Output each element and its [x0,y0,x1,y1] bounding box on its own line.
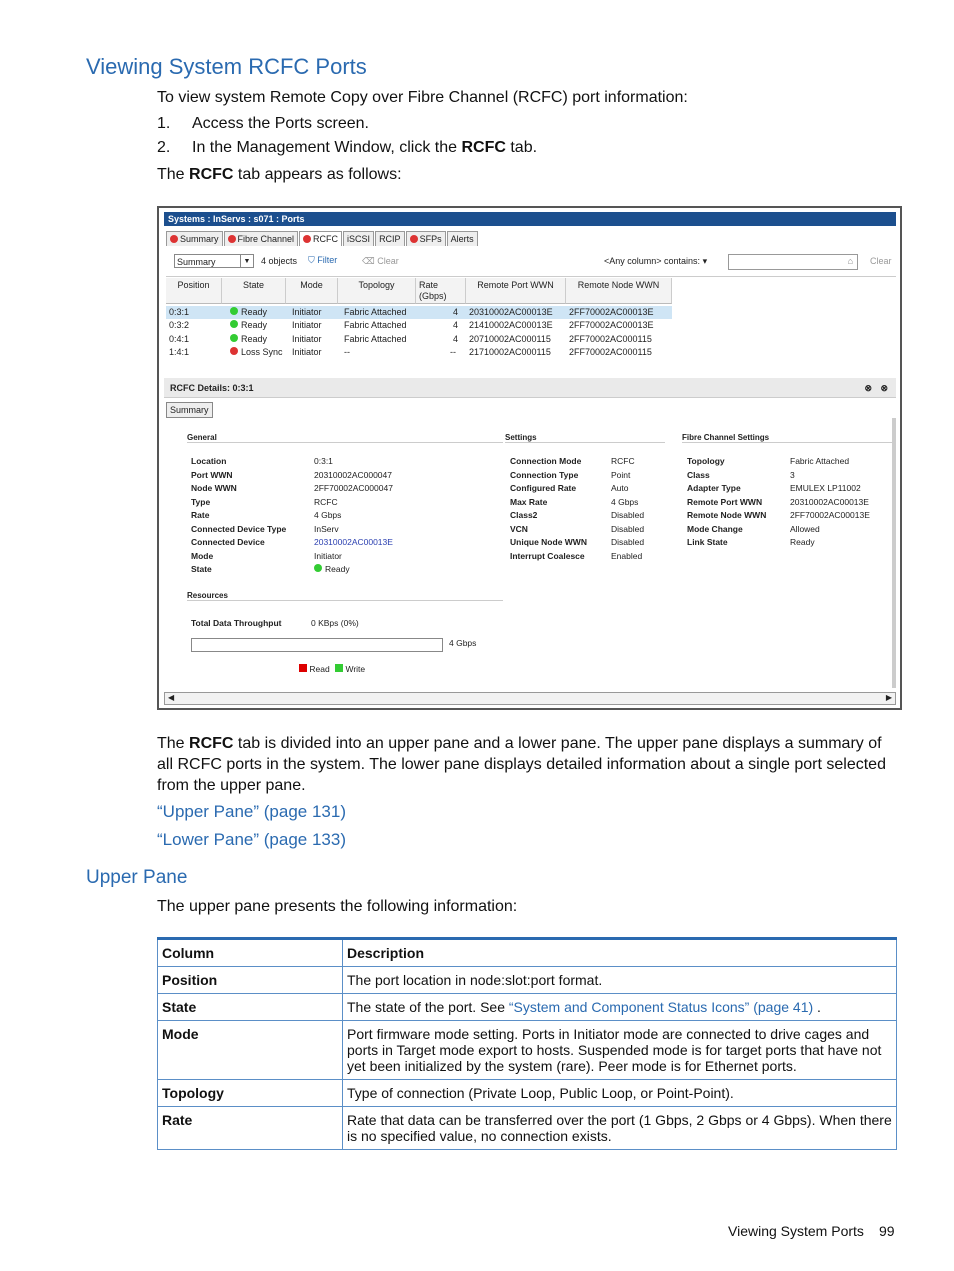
fc-labels: Topology Class Adapter Type Remote Port WWN Remote Node WWN Mode Change Link State [687,456,767,547]
throughput-label: Total Data Throughput [191,618,282,628]
header-column: Column [158,939,343,967]
throughput-max: 4 Gbps [449,638,477,648]
page-number: 99 [879,1223,895,1239]
table-row[interactable]: 0:4:1 Ready Initiator Fabric Attached 4 20710002AC000115 2FF70002AC000115 [169,334,652,344]
chevron-down-icon: ▼ [240,255,253,267]
header-description: Description [343,939,897,967]
chevron-down-icon: ▾ [702,256,708,266]
tab-summary[interactable]: Summary [166,231,223,246]
col-header-remote-port-wwn[interactable]: Remote Port WWN [466,278,566,304]
column-name: State [158,994,343,1021]
status-ok-icon [230,320,238,328]
throughput-value: 0 KBps (0%) [311,618,359,628]
tab-iscsi[interactable]: iSCSI [343,231,374,246]
clear-filter-button[interactable]: ⌫ Clear [362,256,399,266]
table-row [158,1107,897,1150]
intro-text: To view system Remote Copy over Fibre Channel (RCFC) port information: [157,89,688,106]
col-header-topology[interactable]: Topology [338,278,416,304]
status-error-icon [230,347,238,355]
rcfc-screenshot [157,206,902,710]
view-select[interactable]: Summary ▼ [174,254,254,268]
link-lower-pane[interactable]: “Lower Pane” (page 133) [157,830,347,849]
fc-section-title: Fibre Channel Settings [682,433,892,443]
upper-pane-intro: The upper pane presents the following information: [157,898,518,915]
table-row[interactable]: 0:3:2 Ready Initiator Fabric Attached 4 21410002AC00013E 2FF70002AC00013E [169,320,654,330]
tab-rcfc[interactable]: RCFC [299,231,342,246]
error-icon [170,235,178,243]
general-values: 0:3:1 20310002AC000047 2FF70002AC000047 RCFC 4 Gbps InServ 20310002AC00013E Initiator Ready [314,455,454,577]
column-name: Position [158,967,343,994]
table-row [158,967,897,994]
scroll-left-icon[interactable]: ◀ [168,693,175,702]
connected-device-link[interactable]: 20310002AC00013E [314,537,393,547]
search-input[interactable] [728,254,858,270]
column-name: Topology [158,1080,343,1107]
filter-button[interactable]: ⛉ Filter [308,255,338,265]
table-header-row [158,939,897,967]
status-ok-icon [230,334,238,342]
settings-labels: Connection Mode Connection Type Configured Rate Max Rate Class2 VCN Unique Node WWN Interrupt Coalesce [510,456,587,561]
appears-text: The RCFC tab appears as follows: [157,166,402,183]
throughput-legend: Read Write [299,663,365,677]
general-labels: Location Port WWN Node WWN Type Rate Connected Device Type Connected Device Mode State [191,456,287,574]
vertical-scrollbar[interactable] [892,418,896,688]
column-description: Rate that data can be transferred over the port (1 Gbps, 2 Gbps or 4 Gbps). When there is no specified value, no connection exists. [343,1107,897,1150]
settings-section-title: Settings [505,433,665,443]
status-ok-icon [230,307,238,315]
clear-search-button[interactable]: Clear [870,256,892,266]
resources-section-title: Resources [187,591,503,601]
footer-section: Viewing System Ports [728,1223,864,1239]
general-section-title: General [187,433,503,443]
details-header: RCFC Details: 0:3:1 ⊗ ⊗ [164,378,896,398]
tab-fibre-channel[interactable]: Fibre Channel [224,231,299,246]
column-name: Rate [158,1107,343,1150]
collapse-up-icon[interactable]: ⊗ [864,383,872,393]
tab-alerts[interactable]: Alerts [447,231,478,246]
col-header-remote-node-wwn[interactable]: Remote Node WWN [566,278,672,304]
status-icons-link[interactable]: “System and Component Status Icons” (page 41) [508,999,814,1015]
settings-values: RCFC Point Auto 4 Gbps Disabled Disabled Disabled Enabled [611,456,645,561]
columns-table [157,937,897,1150]
col-header-mode[interactable]: Mode [286,278,338,304]
port-tabs [166,231,479,246]
table-row [158,1021,897,1080]
toolbar [166,248,896,277]
table-row [158,1080,897,1107]
collapse-down-icon[interactable]: ⊗ [880,383,888,393]
link-upper-pane[interactable]: “Upper Pane” (page 131) [157,802,347,821]
details-tab-summary[interactable]: Summary [166,402,213,418]
col-header-state[interactable]: State [222,278,286,304]
window-title: Systems : InServs : s071 : Ports [164,212,896,226]
error-icon [228,235,236,243]
throughput-bar [191,638,443,652]
ports-table [166,278,896,368]
col-header-rate[interactable]: Rate (Gbps) [416,278,466,304]
column-description: The port location in node:slot:port format. [343,967,897,994]
pane-description: The RCFC tab is divided into an upper pane and a lower pane. The upper pane displays a summary of all RCFC ports in the system. The lower pane displays detailed information about a single port selected from the upper pane. [157,735,886,794]
tab-sfps[interactable]: SFPs [406,231,446,246]
search-icon: ⌂ [847,256,853,266]
tab-rcip[interactable]: RCIP [375,231,405,246]
upper-pane-heading: Upper Pane [86,867,188,888]
column-description: Port firmware mode setting. Ports in Initiator mode are connected to drive cages and ports in Target mode export to hosts. Suspended mode is for target ports that have not yet been initialized by the system (rare). Peer mode is for Ethernet ports. [343,1021,897,1080]
step-2: 2. In the Management Window, click the RCFC tab. [157,139,538,156]
column-filter-select[interactable]: <Any column> contains: ▾ [604,256,708,266]
table-row[interactable]: 1:4:1 Loss Sync Initiator -- -- 21710002AC000115 2FF70002AC000115 [169,347,652,357]
column-description: The state of the port. See “System and Component Status Icons” (page 41) . [343,994,897,1021]
write-swatch [335,664,343,672]
col-header-position[interactable]: Position [166,278,222,304]
section-heading: Viewing System RCFC Ports [86,54,367,79]
read-swatch [299,664,307,672]
object-count: 4 objects [261,256,298,266]
funnel-icon: ⛉ [308,255,315,265]
table-row[interactable]: 0:3:1 Ready Initiator Fabric Attached 4 20310002AC00013E 2FF70002AC00013E [166,306,672,319]
error-icon [303,235,311,243]
horizontal-scrollbar[interactable] [164,692,896,705]
step-1: 1. Access the Ports screen. [157,115,369,132]
table-row [158,994,897,1021]
scroll-right-icon[interactable]: ▶ [885,693,892,702]
column-name: Mode [158,1021,343,1080]
error-icon [410,235,418,243]
status-ok-icon [314,564,322,572]
column-description: Type of connection (Private Loop, Public Loop, or Point-Point). [343,1080,897,1107]
fc-values: Fabric Attached 3 EMULEX LP11002 20310002AC00013E 2FF70002AC00013E Allowed Ready [790,456,870,547]
